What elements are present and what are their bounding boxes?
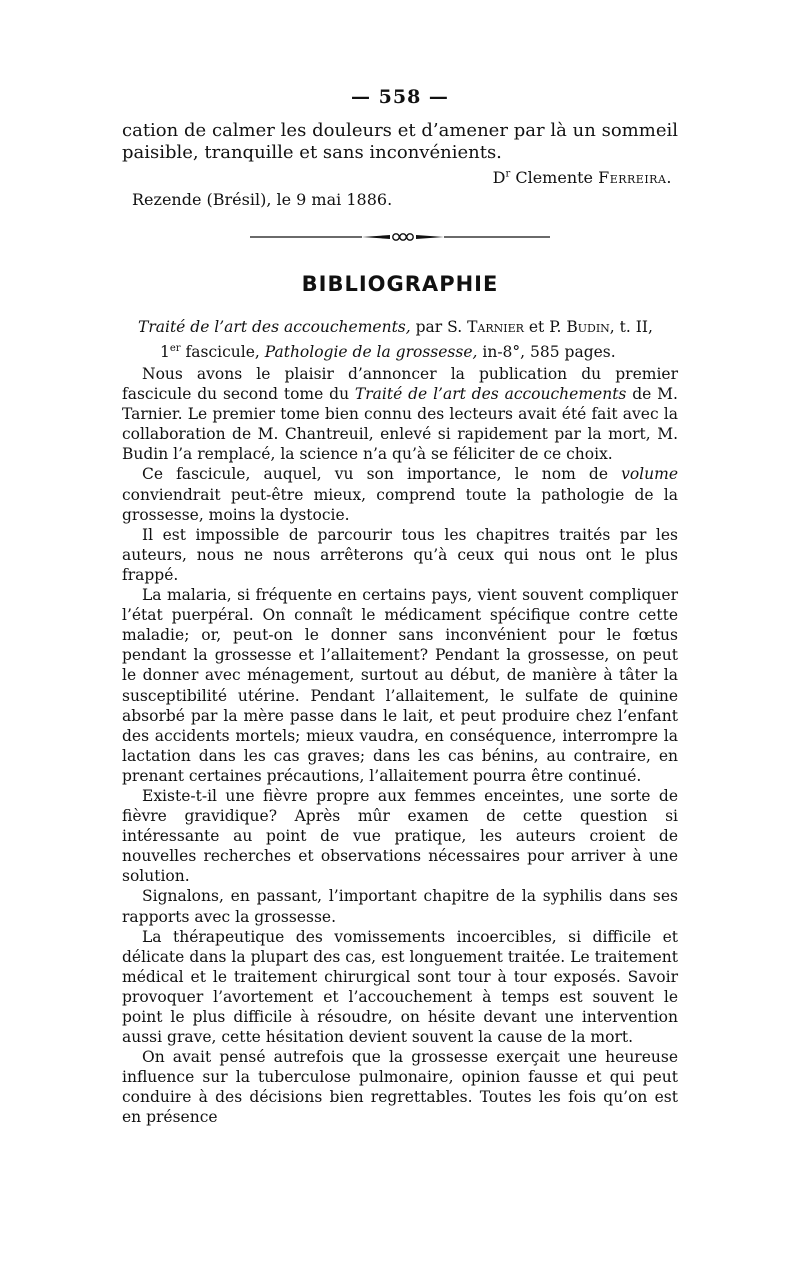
ornamental-divider xyxy=(250,232,550,242)
author-signature xyxy=(493,168,672,187)
review-body xyxy=(122,364,678,1128)
reference-par: par S. xyxy=(415,318,463,336)
paragraph xyxy=(122,364,678,464)
paragraph-text: Ce fascicule, auquel, vu son importance, le nom de xyxy=(142,465,608,484)
paragraph-text: La thérapeutique des vomissements incoercibles, si difficile et délicate dans la plupart des cas, est longuement traitée. Le traitement médical et le traitement chirurgical sont tour à tour exposés. Savoir provoquer l’avortement et l’accouchement à temps est souvent le point le plus difficile à résoudre, on hésite devant une intervention aussi grave, cette hésitation devient souvent la cause de la mort. xyxy=(122,927,678,1047)
place-date: Rezende (Brésil), le 9 mai 1886. xyxy=(132,190,393,209)
paragraph-text: La malaria, si fréquente en certains pays, vient souvent compliquer l’état puerpéral. On connaît le médicament spécifique contre cette maladie; or, peut-on le donner sans inconvénient pour le fœtus pendant la grossesse et l’allaitement? Pendant la grossesse, on peut le donner avec ménagement, surtout au début, de manière à tâter la susceptibilité utérine. Pendant l’allaitement, le sulfate de quinine absorbé par la mère passe dans le lait, et peut produire chez l’enfant des accidents mortels; mieux vaudra, en conséquence, interrompre la lactation dans les cas graves; dans les cas bénins, au contraire, en prenant certaines précautions, l’allaitement pourra être continué. xyxy=(122,586,678,785)
signature-sup: r xyxy=(505,168,511,180)
reference-subtitle: Pathologie de la grossesse, xyxy=(264,343,478,362)
paragraph xyxy=(122,1047,678,1127)
paragraph xyxy=(122,464,678,524)
reference-format: in-8°, 585 pages. xyxy=(482,343,616,362)
bibliographic-reference xyxy=(138,317,678,363)
reference-and: et P. xyxy=(528,318,562,336)
reference-author-2: Budin, xyxy=(566,318,615,336)
fascicle-sup: er xyxy=(169,343,181,354)
reference-tome: t. II, xyxy=(619,318,653,336)
paragraph xyxy=(122,525,678,585)
paragraph xyxy=(122,927,678,1048)
reference-author-1: Tarnier xyxy=(467,318,524,336)
section-title: BIBLIOGRAPHIE xyxy=(301,272,499,296)
paragraph xyxy=(122,585,678,786)
reference-title: Traité de l’art des accouchements, xyxy=(138,318,411,336)
paragraph-text: Il est impossible de parcourir tous les chapitres traités par les auteurs, nous ne nous arrêterons qu’à ceux qui nous ont le plus frappé. xyxy=(122,525,678,584)
paragraph-text: Nous avons le plaisir d’annoncer la publication du premier fascicule du second tome du xyxy=(122,365,678,404)
signature-prefix: D xyxy=(492,168,506,187)
paragraph-text: de M. Tarnier. Le premier tome bien connu des lecteurs avait été fait avec la collaboration de M. Chantreuil, enlevé si rapidement par la mort, M. Budin l’a remplacé, la science n’a qu’à se féliciter de ce choix. xyxy=(122,385,678,464)
paragraph-text: Signalons, en passant, l’important chapitre de la syphilis dans ses rapports avec la grossesse. xyxy=(122,887,678,926)
paragraph-text: conviendrait peut-être mieux, comprend toute la pathologie de la grossesse, moins la dystocie. xyxy=(122,485,678,524)
fascicle-number: 1 xyxy=(160,343,170,362)
page-number: — 558 — xyxy=(351,86,449,108)
paragraph-text: On avait pensé autrefois que la grossesse exerçait une heureuse influence sur la tuberculose pulmonaire, opinion fausse et qui peut conduire à des décisions bien regrettables. Toutes les fois qu’on est en présence xyxy=(122,1048,678,1127)
paragraph-emphasis: Traité de l’art des accouchements xyxy=(354,385,627,404)
reference-second-line xyxy=(138,338,678,363)
signature-last-name: Ferreira. xyxy=(598,168,672,187)
paragraph-emphasis: volume xyxy=(621,465,678,484)
paragraph xyxy=(122,886,678,926)
paragraph xyxy=(122,786,678,886)
intro-paragraph: cation de calmer les douleurs et d’amener par là un sommeil paisible, tranquille et sans inconvénients. xyxy=(122,120,678,163)
fascicle-word: fascicule, xyxy=(185,343,260,362)
signature-first-name: Clemente xyxy=(515,168,594,187)
paragraph-text: Existe-t-il une fièvre propre aux femmes enceintes, une sorte de fièvre gravidique? Après mûr examen de cette question si intéressante au point de vue pratique, les auteurs croient de nouvelles recherches et observations nécessaires pour arriver à une solution. xyxy=(122,786,678,886)
